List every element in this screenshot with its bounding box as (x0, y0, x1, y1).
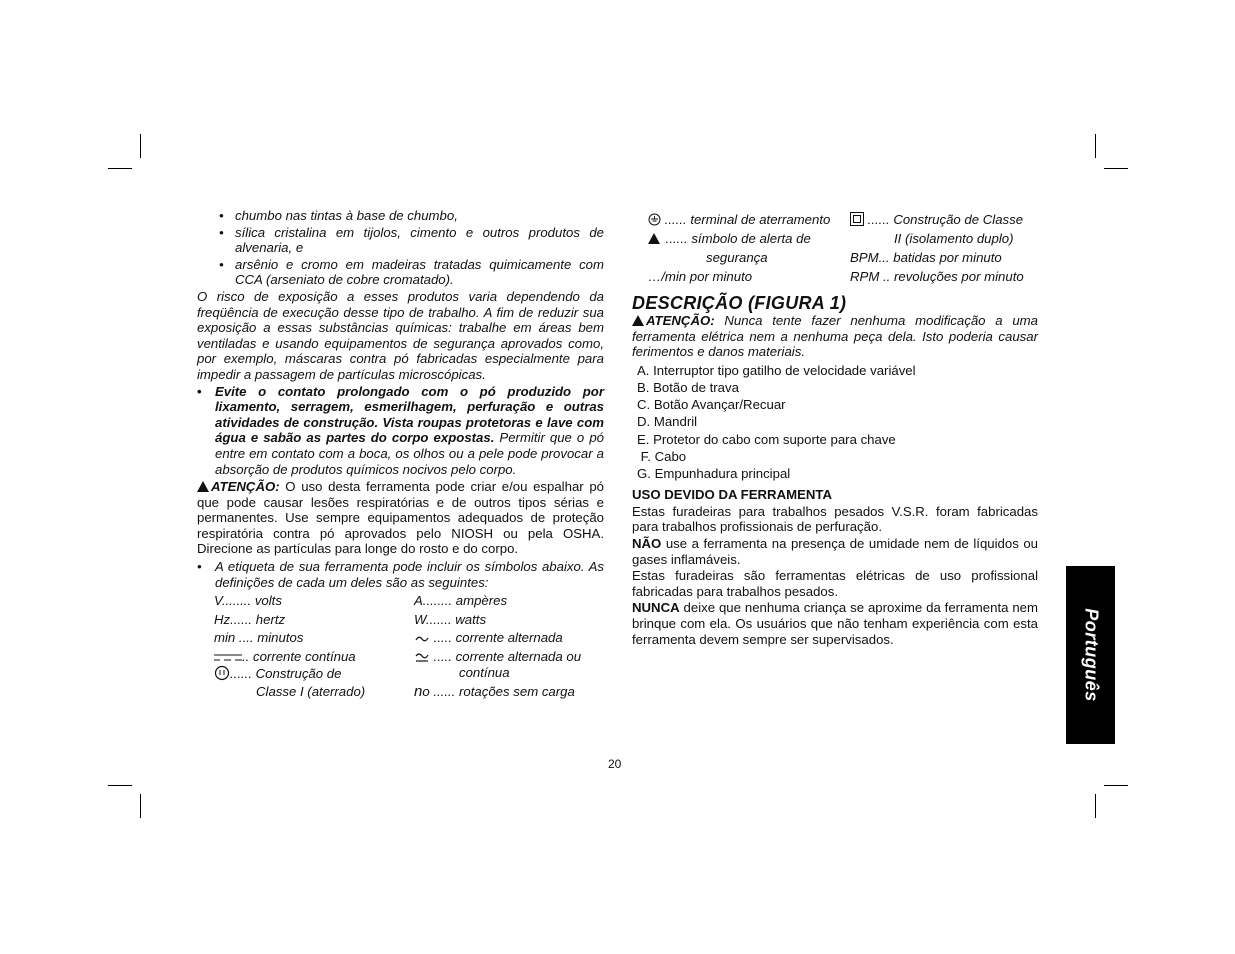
symbol-key: min .... (214, 630, 254, 645)
subheading: USO DEVIDO DA FERRAMENTA (632, 487, 833, 503)
nao-label: NÃO (632, 535, 662, 551)
symbol-key: ..... (433, 649, 452, 664)
bullet-text: arsênio e cromo em madeiras tratadas quimicamente com CCA (arseniato de cobre cromatado). (235, 256, 604, 288)
nao-paragraph (632, 536, 1038, 567)
symbol-key: ...... (867, 212, 890, 227)
bullet-silica: • sílica cristalina em tijolos, cimento e outros produtos de alvenaria, e (219, 224, 604, 256)
avoid-dust-bullet: • Evite o contato prolongado com o pó produzido por lixamento, serragem, esmerilhagem, perfuração e outras atividades de construção. Vista roupas protetoras e lave com água e sabão as partes do corpo expostas. Permitir que o pó entre em contato com a boca, os olhos ou a pele pode provocar a absorção de produtos químicos nocivos pelo corpo. (197, 383, 604, 477)
direct-current-icon (214, 653, 242, 663)
crop-mark (140, 134, 141, 158)
page-number: 20 (608, 757, 622, 771)
crop-mark (1095, 794, 1096, 818)
nunca-text: deixe que nenhuma criança se aproxime da ferramenta nem brinque com ela. Os usuários que não tenham experiência com esta ferramenta devem sempre ser supervisados. (632, 600, 1038, 647)
symbol-key: V........ (214, 593, 252, 608)
symbol-key: A........ (414, 593, 453, 608)
language-tab (1066, 566, 1115, 744)
warning-label: ATENÇÃO: (211, 479, 280, 495)
symbol-value: por minuto (689, 269, 753, 284)
language-tab-label: Português (1081, 608, 1101, 702)
section-heading: DESCRIÇÃO (FIGURA 1) (632, 293, 847, 313)
use-paragraph-2: Estas furadeiras são ferramentas elétricas de uso profissional fabricadas para trabalhos pesados. (632, 568, 1038, 599)
alert-symbol-icon (648, 233, 660, 244)
risk-paragraph: O risco de exposição a esses produtos varia dependendo da freqüência de execução desse tipo de trabalho. A fim de reduzir sua exposição a essas substâncias químicas: trabalhe em áreas bem ventiladas e usando equipamentos de segurança aprovados como, por exemplo, máscaras contra pó fabricadas especialmente para impedir a passagem de partículas microscópicas. (197, 288, 604, 382)
symbol-key: W....... (414, 612, 452, 627)
symbol-value: revoluções por minuto (893, 269, 1024, 284)
label-intro-text: A etiqueta de sua ferramenta pode incluir os símbolos abaixo. As definições de cada um deles são as seguintes: (215, 559, 604, 590)
symbol-value: rotações sem carga (459, 684, 575, 699)
symbol-key: ...... (230, 666, 252, 681)
label-intro-bullet: • A etiqueta de sua ferramenta pode incluir os símbolos abaixo. As definições de cada um deles são as seguintes: (197, 559, 604, 590)
crop-mark (140, 794, 141, 818)
symbol-value: Classe I (aterrado) (256, 684, 366, 699)
nao-text: use a ferramenta na presença de umidade nem de líquidos ou gases inflamáveis. (632, 535, 1039, 567)
no-load-subscript: o (422, 684, 430, 699)
symbol-key: RPM .. (850, 269, 891, 284)
symbol-table-right (648, 212, 1040, 288)
crop-mark (1104, 785, 1128, 786)
list-item: D. Mandril (637, 414, 698, 430)
symbol-key: ...... (665, 231, 688, 246)
ac-dc-icon (414, 652, 430, 664)
bullet-text: chumbo nas tintas à base de chumbo, (235, 208, 458, 223)
bullet-arsenic: • arsênio e cromo em madeiras tratadas quimicamente com CCA (arseniato de cobre cromatado). (219, 256, 604, 288)
list-item: A. Interruptor tipo gatilho de velocidade variável (637, 362, 916, 378)
nunca-label: NUNCA (632, 600, 680, 616)
crop-mark (108, 168, 132, 169)
symbol-value: hertz (255, 612, 286, 627)
symbol-key: BPM... (850, 250, 890, 265)
symbol-value: corrente alternada ou (455, 649, 582, 664)
double-insulated-icon (850, 212, 864, 226)
symbol-key: …/min (648, 269, 687, 284)
class-one-grounded-icon (214, 665, 230, 681)
symbol-value: batidas por minuto (893, 250, 1002, 265)
warning-text: O uso desta ferramenta pode criar e/ou espalhar pó que pode causar lesões respiratórias e de outros tipos sérias e permanentes. Use sempre equipamentos adequados de proteção respiratória contra pó aprovados pelo NIOSH ou pela OSHA. Direcione as partículas para longe do rosto e do corpo. (197, 479, 605, 557)
symbol-key: ...... (664, 212, 687, 227)
symbol-value: minutos (257, 630, 304, 645)
list-item: C. Botão Avançar/Recuar (637, 397, 786, 413)
list-item: B. Botão de trava (637, 379, 739, 395)
symbol-value: terminal de aterramento (690, 212, 831, 227)
warning-label: ATENÇÃO: (646, 313, 715, 328)
warning-paragraph (197, 479, 604, 557)
symbol-value: watts (455, 612, 487, 627)
symbol-value: II (isolamento duplo) (894, 231, 1014, 246)
symbol-value: símbolo de alerta de (691, 231, 811, 246)
warning-text: Nunca tente fazer nenhuma modificação a uma ferramenta elétrica nem a nenhuma peça dela. Isto poderia causar ferimentos e danos materiais. (632, 313, 1038, 360)
symbol-value: corrente contínua (253, 649, 356, 664)
symbol-table-left (214, 593, 604, 708)
nunca-paragraph (632, 600, 1038, 647)
alternating-current-icon (414, 634, 430, 644)
list-item: E. Protetor do cabo com suporte para chave (637, 431, 896, 447)
avoid-rest: Permitir que o pó entre em contato com a boca, os olhos ou a pele pode provocar a absorção de produtos químicos nocivos pelo corpo. (215, 430, 604, 477)
right-column (632, 313, 1038, 647)
parts-list (632, 362, 1038, 482)
symbol-value: ampères (455, 593, 508, 608)
symbol-value: Construção de (255, 666, 342, 681)
left-column (197, 208, 604, 590)
no-load-symbol: n (414, 683, 423, 700)
symbol-value: corrente alternada (455, 630, 563, 645)
symbol-key: ..... (433, 630, 452, 645)
use-paragraph-1: Estas furadeiras para trabalhos pesados V.S.R. foram fabricadas para trabalhos profissionais de perfuração. (632, 503, 1038, 535)
ground-terminal-icon (648, 213, 661, 226)
list-item: F. Cabo (637, 448, 687, 464)
symbol-key: Hz...... (214, 612, 253, 627)
symbol-key: .. (242, 649, 250, 664)
bullet-lead: • chumbo nas tintas à base de chumbo, (219, 208, 458, 223)
bullet-text: sílica cristalina em tijolos, cimento e outros produtos de alvenaria, e (235, 224, 604, 256)
symbol-value: volts (254, 593, 282, 608)
symbol-key: ...... (433, 684, 456, 699)
avoid-bold: Evite o contato prolongado com o pó produzido por lixamento, serragem, esmerilhagem, perfuração e outras atividades de construção. Vista roupas protetoras e lave com água e sabão as partes do corpo expostas. (215, 383, 604, 446)
symbol-value: Construção de Classe (893, 212, 1024, 227)
symbol-value: segurança (706, 250, 768, 265)
symbol-value: contínua (459, 665, 510, 680)
warning-triangle-icon (197, 481, 209, 492)
crop-mark (108, 785, 132, 786)
description-warning (632, 313, 1038, 360)
list-item: G. Empunhadura principal (637, 466, 791, 481)
warning-triangle-icon (632, 315, 644, 326)
crop-mark (1104, 168, 1128, 169)
crop-mark (1095, 134, 1096, 158)
